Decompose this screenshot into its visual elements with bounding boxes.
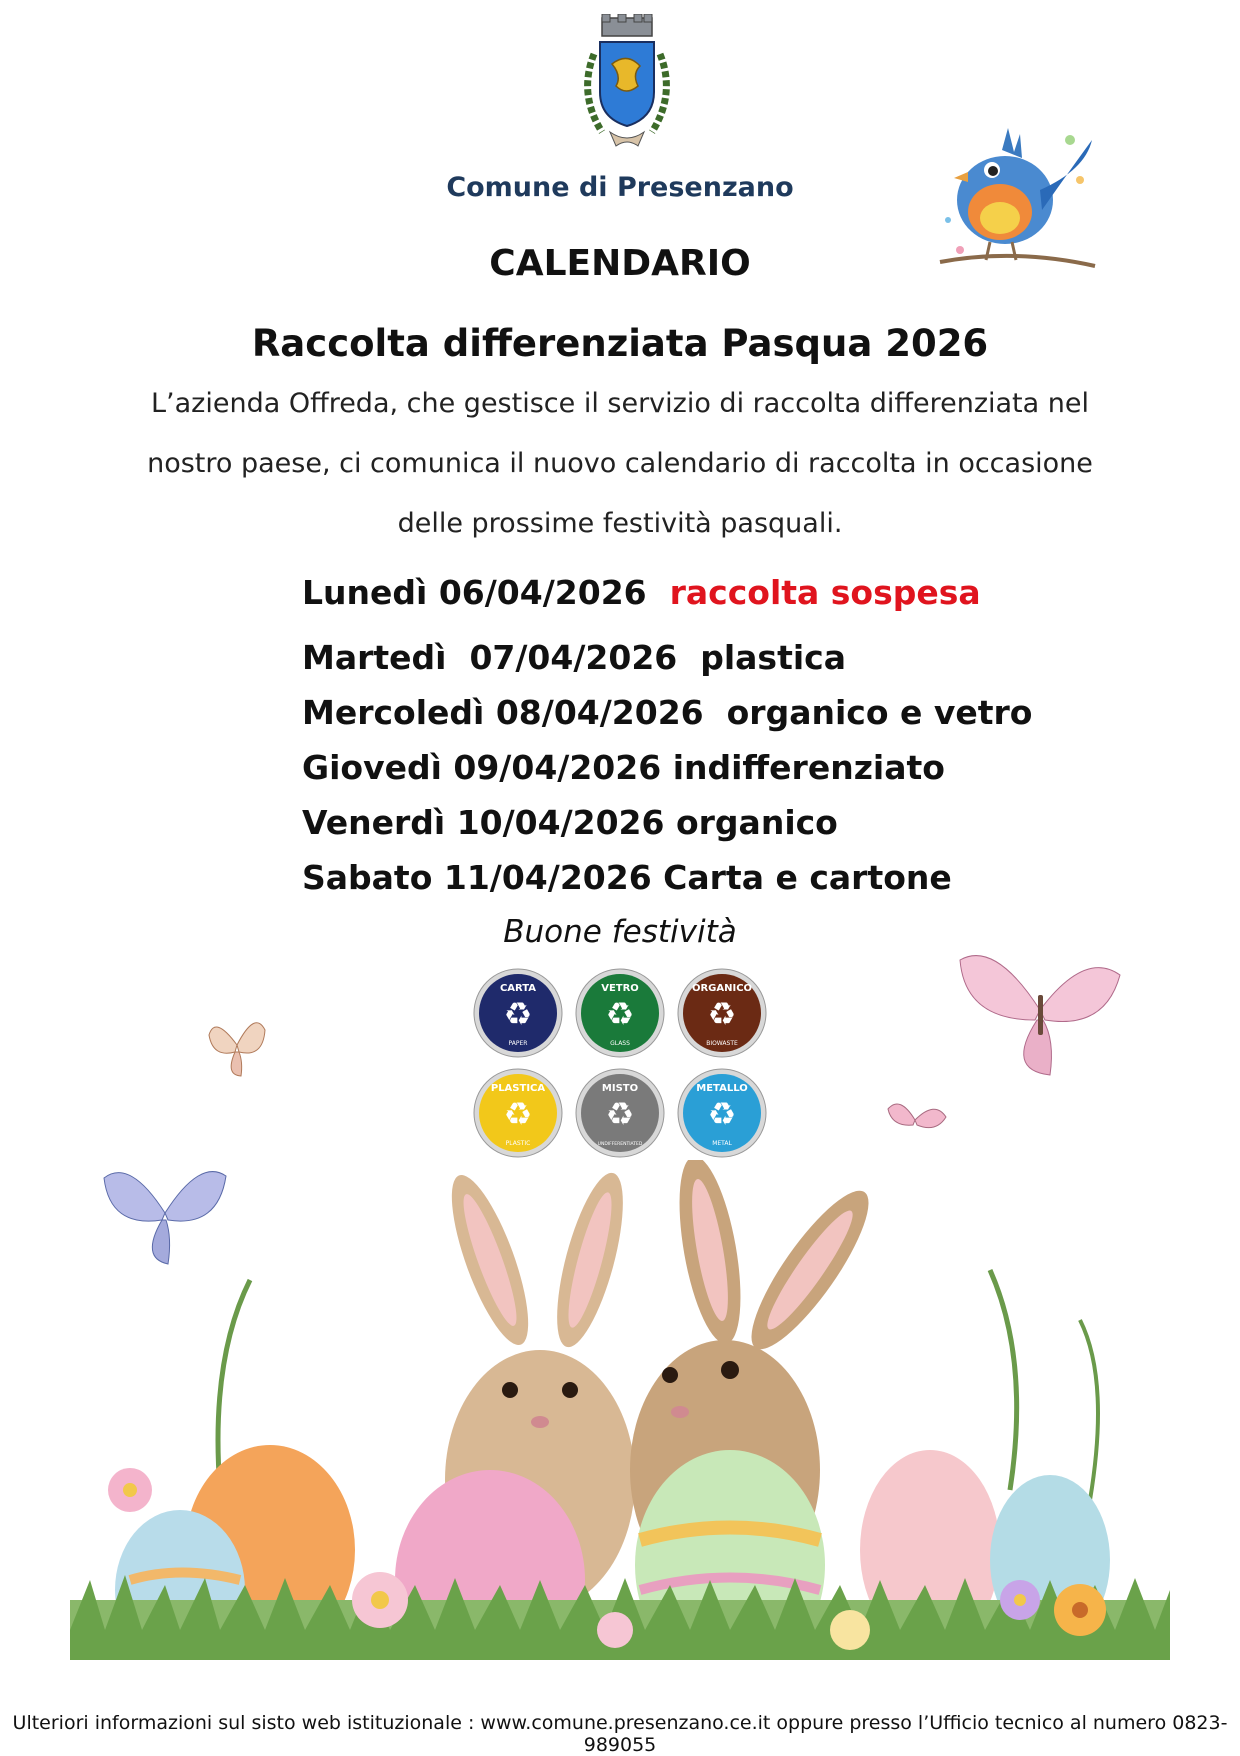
schedule-row	[302, 638, 846, 677]
schedule-day: Mercoledì 08/04/2026	[302, 693, 704, 732]
schedule-waste-type: indifferenziato	[672, 748, 945, 787]
page-title: CALENDARIO	[489, 243, 751, 284]
schedule-suspended: raccolta sospesa	[669, 573, 981, 612]
bin-sublabel: UNDIFFERENTIATED	[597, 1142, 643, 1147]
bin-sublabel: GLASS	[610, 1040, 630, 1047]
recycling-bins-group	[470, 968, 770, 1158]
bin-label: VETRO	[601, 983, 639, 994]
page-subtitle: Raccolta differenziata Pasqua 2026	[251, 322, 989, 365]
recycling-bin-badge	[474, 969, 562, 1057]
intro-line: delle prossime festività pasquali.	[397, 508, 843, 539]
schedule-row	[302, 858, 952, 897]
bin-label: PLASTICA	[490, 1083, 546, 1094]
greeting: Buone festività	[503, 914, 737, 950]
footer-info: Ulteriori informazioni sul sisto web istituzionale : www.comune.presenzano.ce.it oppure presso l’Ufficio tecnico al numero 0823-989055	[12, 1712, 1228, 1756]
bin-sublabel: BIOWASTE	[706, 1040, 738, 1047]
recycling-bin-badge	[678, 1069, 766, 1157]
recycle-icon: ♻	[707, 995, 737, 1033]
recycle-icon: ♻	[503, 1095, 533, 1133]
municipality-name: Comune di Presenzano	[446, 172, 794, 203]
recycling-bin-badge	[474, 1069, 562, 1157]
easter-bunnies-illustration	[70, 1160, 1170, 1660]
bin-label: MISTO	[601, 1083, 639, 1094]
schedule-day: Martedì 07/04/2026	[302, 638, 678, 677]
schedule-waste-type: plastica	[700, 638, 846, 677]
recycling-bin-badge	[576, 969, 664, 1057]
intro-line: L’azienda Offreda, che gestisce il servizio di raccolta differenziata nel	[151, 388, 1089, 419]
recycle-icon: ♻	[707, 1095, 737, 1133]
bin-sublabel: PAPER	[508, 1040, 528, 1047]
schedule-day: Venerdì 10/04/2026	[302, 803, 665, 842]
schedule-day: Sabato 11/04/2026	[302, 858, 652, 897]
schedule-row	[302, 803, 838, 842]
schedule-row	[302, 573, 981, 612]
schedule-day: Lunedì 06/04/2026	[302, 573, 647, 612]
bin-label: CARTA	[499, 983, 537, 994]
schedule-day: Giovedì 09/04/2026	[302, 748, 662, 787]
recycle-icon: ♻	[605, 995, 635, 1033]
recycling-bin-badge	[678, 969, 766, 1057]
recycle-icon: ♻	[605, 1095, 635, 1133]
schedule-row	[302, 748, 945, 787]
schedule-waste-type: Carta e cartone	[663, 858, 952, 897]
bin-label: ORGANICO	[691, 983, 753, 994]
bin-sublabel: PLASTIC	[505, 1140, 531, 1147]
butterfly-icon	[955, 940, 1125, 1080]
recycling-bin-badge	[576, 1069, 664, 1157]
butterfly-icon	[205, 1010, 270, 1080]
butterfly-icon	[880, 1095, 950, 1145]
schedule-waste-type: organico e vetro	[726, 693, 1033, 732]
recycle-icon: ♻	[503, 995, 533, 1033]
coat-of-arms-icon	[572, 14, 682, 154]
schedule-waste-type: organico	[675, 803, 838, 842]
intro-line: nostro paese, ci comunica il nuovo calendario di raccolta in occasione	[147, 448, 1093, 479]
bin-sublabel: METAL	[712, 1140, 732, 1147]
bird-illustration	[920, 100, 1110, 290]
bin-label: METALLO	[696, 1083, 748, 1094]
schedule-row	[302, 693, 1032, 732]
